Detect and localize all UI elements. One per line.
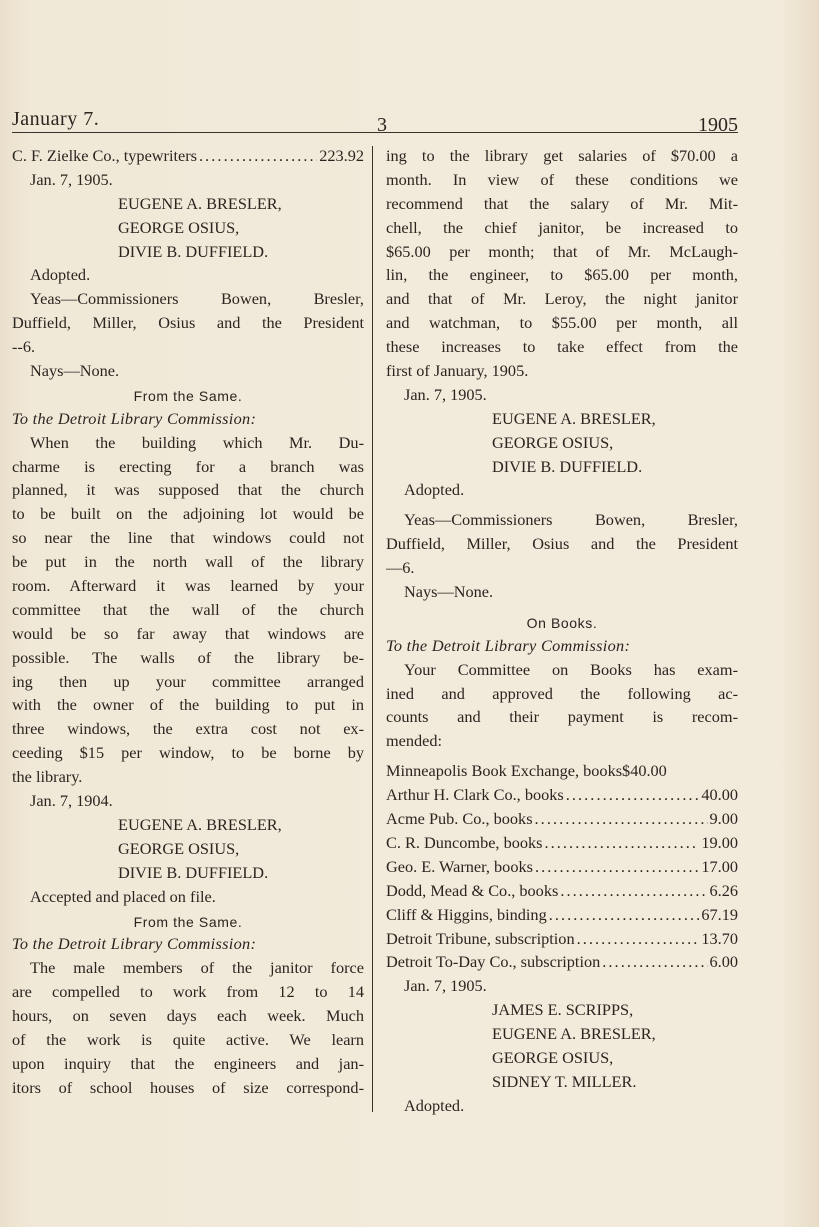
- account-line: [12, 144, 364, 168]
- text-line: month. In view of these conditions we: [386, 169, 738, 189]
- signature-line: EUGENE A. BRESLER,: [492, 408, 656, 428]
- account-amount: 13.70: [701, 928, 738, 948]
- signature-line: EUGENE A. BRESLER,: [492, 1024, 656, 1044]
- text-line: Yeas—Commissioners Bowen, Bresler,: [30, 289, 364, 309]
- text-line: mended:: [386, 731, 443, 751]
- text-line: committee that the wall of the church: [12, 599, 364, 619]
- account-amount: 9.00: [709, 809, 738, 829]
- signature-line: SIDNEY T. MILLER.: [492, 1071, 637, 1091]
- signature-line: JAMES E. SCRIPPS,: [492, 1000, 634, 1020]
- dot-leader: [602, 950, 707, 974]
- account-name: Detroit Tribune, subscription: [386, 928, 575, 948]
- account-name: Cliff & Higgins, binding: [386, 904, 547, 924]
- account-amount: 40.00: [701, 785, 738, 805]
- account-line: [386, 783, 738, 807]
- account-amount: 223.92: [319, 146, 364, 165]
- text-line: room. Afterward it was learned by your: [12, 576, 364, 596]
- signature-line: GEORGE OSIUS,: [492, 1047, 614, 1067]
- dot-leader: [535, 855, 699, 879]
- resolution-line: Adopted.: [30, 265, 91, 285]
- dot-leader: [560, 879, 707, 903]
- text-line: $65.00 per month; that of Mr. McLaugh-: [386, 241, 738, 261]
- text-line: counts and their payment is recom-: [386, 707, 738, 727]
- text-line: be put in the north wall of the library: [12, 552, 364, 572]
- text-line: would be so far away that windows are: [12, 623, 364, 643]
- text-line: Duffield, Miller, Osius and the President: [386, 534, 738, 554]
- salutation: To the Detroit Library Commission:: [12, 408, 257, 428]
- signature-line: DIVIE B. DUFFIELD.: [118, 241, 269, 261]
- account-amount: 67.19: [701, 904, 738, 924]
- text-line: --6.: [12, 337, 36, 357]
- text-line: charme is erecting for a branch was: [12, 456, 364, 476]
- signature-line: GEORGE OSIUS,: [118, 217, 240, 237]
- header-date: January 7.: [12, 108, 100, 130]
- account-name: C. F. Zielke Co., typewriters: [12, 146, 197, 165]
- text-line: of the work is quite active. We learn: [12, 1029, 364, 1049]
- account-amount: 6.26: [709, 880, 738, 900]
- text-line: lin, the engineer, to $65.00 per month,: [386, 265, 738, 285]
- text-line: The male members of the janitor force: [30, 958, 364, 978]
- signature-line: EUGENE A. BRESLER,: [118, 193, 282, 213]
- signature-line: GEORGE OSIUS,: [492, 432, 614, 452]
- account-amount: 6.00: [709, 952, 738, 972]
- text-line: ing to the library get salaries of $70.00 a: [386, 146, 738, 165]
- text-line: Yeas—Commissioners Bowen, Bresler,: [404, 510, 738, 530]
- account-amount: 19.00: [701, 832, 738, 852]
- account-line: [386, 831, 738, 855]
- account-line: [386, 855, 738, 879]
- page-header: [12, 108, 738, 140]
- resolution-line: Adopted.: [404, 1095, 465, 1115]
- signature-line: GEORGE OSIUS,: [118, 838, 240, 858]
- text-line: the library.: [12, 767, 83, 787]
- text-line: and that of Mr. Leroy, the night janitor: [386, 289, 738, 309]
- right-column: [386, 144, 738, 1118]
- text-line: first of January, 1905.: [386, 361, 529, 381]
- dot-leader: [577, 927, 700, 951]
- text-line: ined and approved the following ac-: [386, 683, 738, 703]
- text-line: itors of school houses of size correspond-: [12, 1077, 364, 1097]
- resolution-line: Adopted.: [404, 480, 465, 500]
- header-year: 1905: [698, 114, 738, 136]
- dot-leader: [544, 831, 699, 855]
- column-divider: [372, 146, 373, 1112]
- text-line: When the building which Mr. Du-: [30, 432, 364, 452]
- dot-leader: [549, 903, 700, 927]
- header-rule: [12, 132, 738, 133]
- dot-leader: [199, 144, 317, 168]
- page-number: 3: [377, 114, 387, 136]
- account-line: [386, 807, 738, 831]
- text-line: Nays—None.: [404, 582, 494, 602]
- salutation: To the Detroit Library Commission:: [386, 635, 631, 655]
- text-line: ing then up your committee arranged: [12, 671, 364, 691]
- text-line: upon inquiry that the engineers and jan-: [12, 1053, 364, 1073]
- signature-line: DIVIE B. DUFFIELD.: [492, 456, 643, 476]
- text-line: are compelled to work from 12 to 14: [12, 982, 364, 1002]
- text-line: Nays—None.: [30, 361, 120, 381]
- text-line: Duffield, Miller, Osius and the President: [12, 313, 364, 333]
- account-line: [386, 759, 738, 783]
- resolution-line: Accepted and placed on file.: [30, 886, 216, 906]
- section-heading: From the Same.: [133, 913, 243, 930]
- dot-leader: [535, 807, 708, 831]
- salutation: To the Detroit Library Commission:: [12, 934, 257, 954]
- account-name: Geo. E. Warner, books: [386, 856, 533, 876]
- text-line: —6.: [386, 558, 415, 578]
- account-line: [386, 950, 738, 974]
- signature-line: DIVIE B. DUFFIELD.: [118, 862, 269, 882]
- text-line: so near the line that windows could not: [12, 528, 364, 548]
- text-line: with the owner of the building to put in: [12, 695, 364, 715]
- signature-line: EUGENE A. BRESLER,: [118, 814, 282, 834]
- account-line: [386, 903, 738, 927]
- account-name: Detroit To-Day Co., subscription: [386, 952, 601, 972]
- account-name: Minneapolis Book Exchange, books: [386, 761, 623, 781]
- date-line: Jan. 7, 1904.: [30, 791, 113, 811]
- date-line: Jan. 7, 1905.: [30, 169, 113, 189]
- text-line: and watchman, to $55.00 per month, all: [386, 313, 738, 333]
- text-line: possible. The walls of the library be-: [12, 647, 364, 667]
- text-line: to be built on the adjoining lot would be: [12, 504, 364, 524]
- left-column: [12, 144, 364, 1100]
- text-line: ceeding $15 per window, to be borne by: [12, 743, 364, 763]
- account-line: [386, 927, 738, 951]
- date-line: Jan. 7, 1905.: [404, 976, 487, 996]
- account-amount: $40.00: [622, 761, 667, 781]
- text-line: these increases to take effect from the: [386, 337, 738, 357]
- account-name: Dodd, Mead & Co., books: [386, 880, 559, 900]
- text-line: hours, on seven days each week. Much: [12, 1006, 364, 1026]
- account-name: Arthur H. Clark Co., books: [386, 785, 564, 805]
- account-name: C. R. Duncombe, books: [386, 832, 543, 852]
- text-line: chell, the chief janitor, be increased to: [386, 217, 738, 237]
- text-line: Your Committee on Books has exam-: [404, 659, 738, 679]
- text-line: recommend that the salary of Mr. Mit-: [386, 193, 738, 213]
- date-line: Jan. 7, 1905.: [404, 384, 487, 404]
- section-heading: From the Same.: [133, 387, 243, 404]
- section-heading: On Books.: [526, 614, 598, 631]
- text-line: planned, it was supposed that the church: [12, 480, 364, 500]
- dot-leader: [566, 783, 700, 807]
- account-name: Acme Pub. Co., books: [386, 809, 533, 829]
- text-line: three windows, the extra cost not ex-: [12, 719, 364, 739]
- account-amount: 17.00: [701, 856, 738, 876]
- account-line: [386, 879, 738, 903]
